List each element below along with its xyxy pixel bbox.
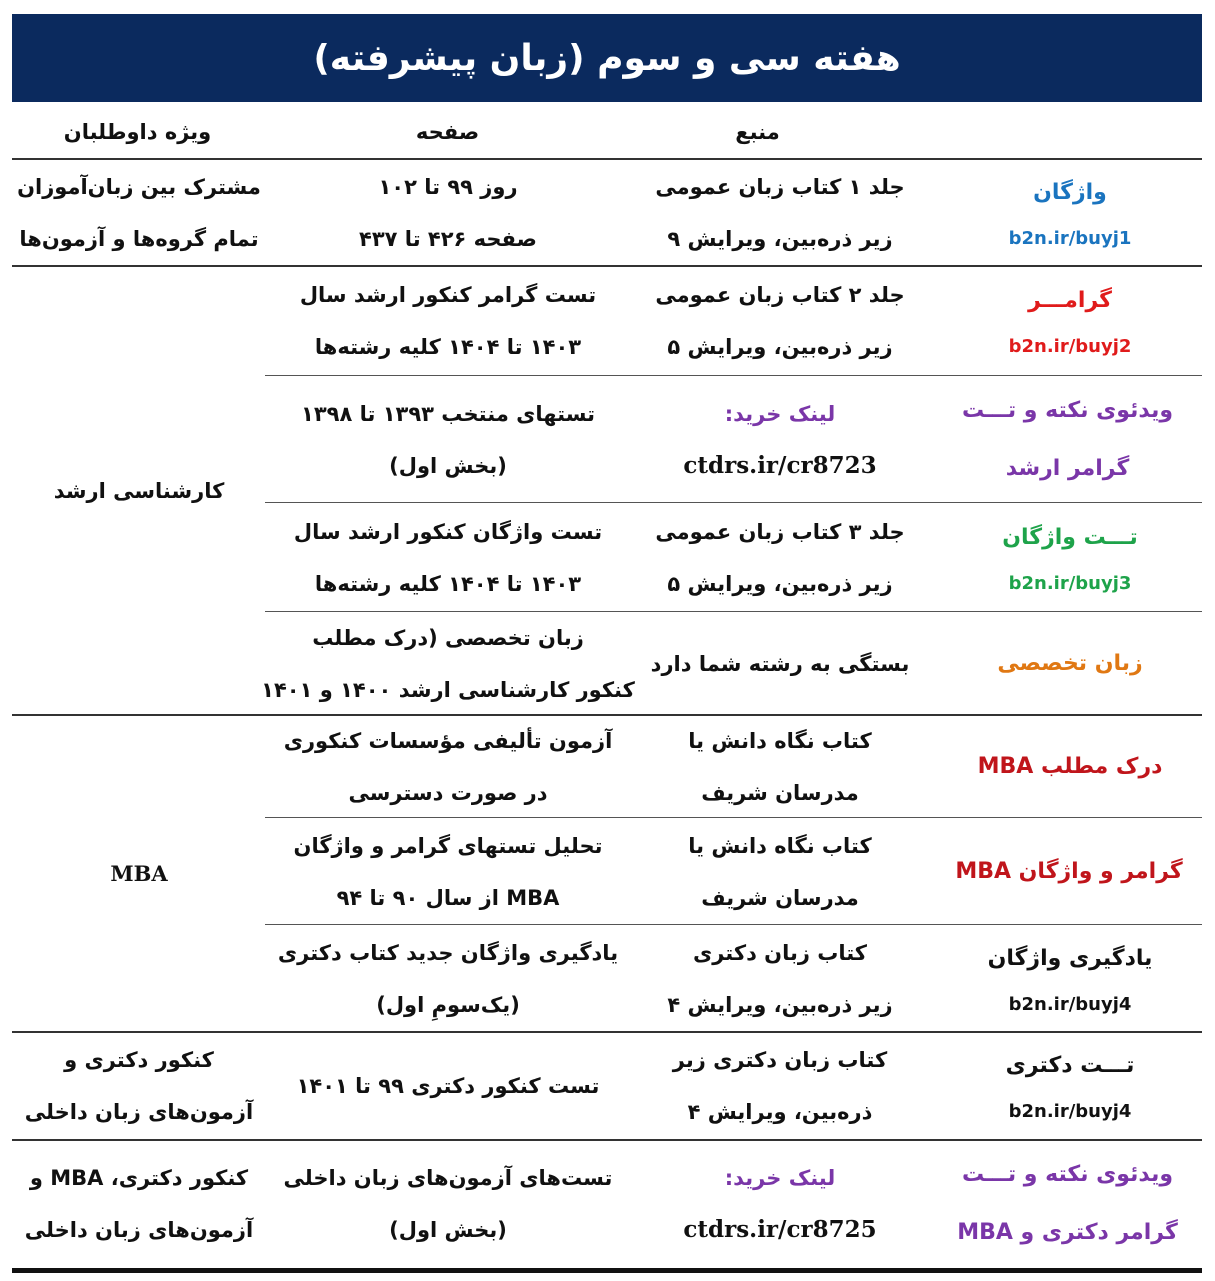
page-cell <box>268 267 628 375</box>
source-line: زیر ذره‌بین، ویرایش ۴ <box>667 992 893 1017</box>
page-line: تست گرامر کنکور ارشد سال <box>299 283 597 307</box>
source-line: مدرسان شریف <box>701 780 859 805</box>
subject-cell <box>935 377 1200 502</box>
page-line: صفحه ۴۲۶ تا ۴۳۷ <box>359 226 537 251</box>
header-candidates: ویژه داوطلبان <box>63 120 212 144</box>
source-line: زیر ذره‌بین، ویرایش ۵ <box>667 335 893 359</box>
subject-cell <box>945 926 1195 1031</box>
source-line: کتاب زبان دکتری زیر <box>672 1048 888 1072</box>
source-cell <box>625 504 935 611</box>
source-cell <box>625 1033 935 1139</box>
page-line: ۱۴۰۳ تا ۱۴۰۴ کلیه رشته‌ها <box>314 571 582 596</box>
divider <box>265 924 1202 925</box>
source-line: جلد ۱ کتاب زبان عمومی <box>655 174 905 199</box>
buy-label: لینک خرید: <box>724 1165 836 1190</box>
purchase-link[interactable]: b2n.ir/buyj2 <box>1008 336 1132 357</box>
divider <box>265 502 1202 503</box>
source-line: زیر ذره‌بین، ویرایش ۹ <box>667 226 893 251</box>
page-line: تحلیل تستهای گرامر و واژگان <box>293 833 603 858</box>
subject-cell <box>945 613 1195 714</box>
page-cell <box>268 926 628 1031</box>
page-cell <box>268 716 628 817</box>
candidates-line: تمام گروه‌ها و آزمون‌ها <box>19 226 259 251</box>
subject-cell <box>935 1141 1200 1266</box>
page-line: تست‌های آزمون‌های زبان داخلی <box>283 1165 613 1190</box>
page-line: یادگیری واژگان جدید کتاب دکتری <box>277 940 619 965</box>
page-cell <box>268 819 628 924</box>
page-line: تست کنکور دکتری ۹۹ تا ۱۴۰۱ <box>296 1074 600 1098</box>
candidates-line: MBA <box>110 860 168 886</box>
subject-label: واژگان <box>1033 179 1107 205</box>
page-line: زبان تخصصی (درک مطلب <box>312 625 584 650</box>
page-line: (بخش اول) <box>389 1217 507 1242</box>
subject-cell <box>945 504 1195 611</box>
page-cell <box>268 1141 628 1266</box>
page-cell <box>268 160 628 265</box>
purchase-link[interactable]: b2n.ir/buyj4 <box>1008 1101 1132 1122</box>
source-cell <box>625 1141 935 1266</box>
header-source: منبع <box>735 120 780 144</box>
source-line: کتاب زبان دکتری <box>692 940 868 965</box>
page-line: کنکور کارشناسی ارشد ۱۴۰۰ و ۱۴۰۱ <box>261 677 635 702</box>
source-line: کتاب نگاه دانش یا <box>688 728 872 753</box>
subject-cell <box>945 716 1195 817</box>
subject-label: ویدئوی نکته و تـــت <box>962 397 1173 423</box>
subject-label: گرامر دکتری و MBA <box>957 1219 1178 1245</box>
candidates-cell <box>14 1033 264 1139</box>
purchase-link[interactable]: b2n.ir/buyj3 <box>1008 572 1132 594</box>
page-cell <box>268 1033 628 1139</box>
source-line: مدرسان شریف <box>701 885 859 910</box>
subject-cell <box>945 1033 1195 1139</box>
subject-cell <box>945 160 1195 265</box>
page-line: (بخش اول) <box>389 453 507 478</box>
subject-label: گرامر و واژگان MBA <box>955 858 1183 884</box>
buy-link[interactable]: ctdrs.ir/cr8723 <box>683 451 877 479</box>
page-line: در صورت دسترسی <box>348 780 548 805</box>
page-line: روز ۹۹ تا ۱۰۲ <box>378 174 518 199</box>
page-cell <box>268 504 628 611</box>
source-line: کتاب نگاه دانش یا <box>688 833 872 858</box>
subject-label: یادگیری واژگان <box>987 945 1153 971</box>
source-cell <box>625 926 935 1031</box>
page-line: MBA از سال ۹۰ تا ۹۴ <box>336 885 560 910</box>
candidates-cell <box>14 267 264 714</box>
subject-label: تـــت دکتری <box>1005 1053 1135 1078</box>
source-cell <box>625 160 935 265</box>
subject-cell <box>945 267 1195 375</box>
candidates-cell <box>14 160 264 265</box>
candidates-line: آزمون‌های زبان داخلی <box>24 1100 254 1124</box>
source-line: بستگی به رشته شما دارد <box>650 651 910 676</box>
candidates-line: کنکور دکتری و <box>64 1048 214 1072</box>
candidates-cell <box>14 1141 264 1266</box>
page-line: (یک‌سومِ اول) <box>376 992 520 1017</box>
source-line: جلد ۲ کتاب زبان عمومی <box>655 283 905 307</box>
source-cell <box>625 613 935 714</box>
source-line: ذره‌بین، ویرایش ۴ <box>687 1100 873 1124</box>
candidates-line: مشترک بین زبان‌آموزان <box>17 174 261 199</box>
source-cell <box>625 819 935 924</box>
candidates-line: کارشناسی ارشد <box>53 478 225 503</box>
page-title: هفته سی و سوم (زبان پیشرفته) <box>313 37 901 79</box>
page-line: تست واژگان کنکور ارشد سال <box>293 519 603 544</box>
header-page: صفحه <box>415 120 480 144</box>
source-line: زیر ذره‌بین، ویرایش ۵ <box>667 571 893 596</box>
subject-label: زبان تخصصی <box>997 650 1143 676</box>
page-line: ۱۴۰۳ تا ۱۴۰۴ کلیه رشته‌ها <box>314 335 582 359</box>
page-cell <box>261 613 635 714</box>
buy-link[interactable]: ctdrs.ir/cr8725 <box>683 1215 877 1243</box>
title-banner <box>12 14 1202 102</box>
source-line: جلد ۳ کتاب زبان عمومی <box>655 519 905 544</box>
page-line: تستهای منتخب ۱۳۹۳ تا ۱۳۹۸ <box>301 401 595 426</box>
subject-label: تـــت واژگان <box>1002 524 1138 550</box>
subject-label: گرامـــر <box>1028 288 1112 313</box>
source-cell <box>625 377 935 502</box>
candidates-line: آزمون‌های زبان داخلی <box>24 1217 254 1242</box>
purchase-link[interactable]: b2n.ir/buyj4 <box>1008 993 1132 1015</box>
page-line: آزمون تألیفی مؤسسات کنکوری <box>283 728 613 753</box>
candidates-line: کنکور دکتری، MBA و <box>29 1165 249 1190</box>
subject-label: گرامر ارشد <box>1005 455 1130 481</box>
subject-cell <box>940 819 1198 924</box>
page-cell <box>268 377 628 502</box>
source-cell <box>625 267 935 375</box>
candidates-cell <box>14 716 264 1031</box>
table-bottom-border <box>12 1268 1202 1273</box>
subject-label: درک مطلب MBA <box>977 753 1163 779</box>
buy-label: لینک خرید: <box>724 401 836 426</box>
source-cell <box>625 716 935 817</box>
divider <box>265 375 1202 376</box>
purchase-link[interactable]: b2n.ir/buyj1 <box>1008 227 1132 249</box>
subject-label: ویدئوی نکته و تـــت <box>962 1161 1173 1187</box>
